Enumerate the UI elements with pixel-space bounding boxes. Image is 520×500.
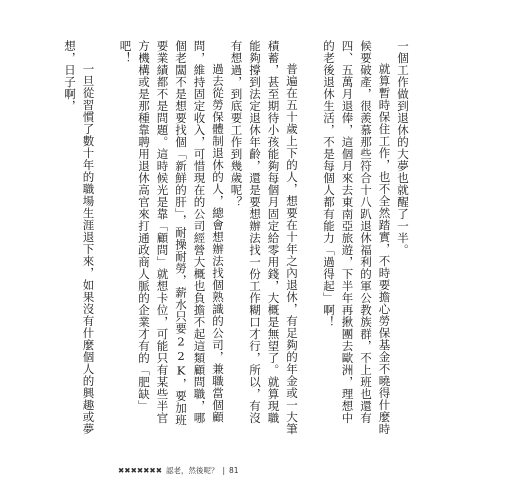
paragraph-gap (98, 40, 117, 435)
footer-separator: | (222, 466, 226, 475)
paragraph-gap (301, 40, 320, 435)
paragraph: 一個工作做到退休的大夢也就醒了一半。 (396, 40, 410, 256)
paragraph: 普遍在五十歲上下的人，想要在十年之內退休，有足夠的年金或一大筆積蓄，甚至期待小孩能夠每個月固定給零用錢，大概是無望了。就算現職能夠撐到法定退休年齡，還是要想辦法找一份工作糊口才行，所以，有沒有想過，到底要工作到幾歲呢？ (229, 40, 299, 435)
body-text (63, 40, 412, 435)
decorative-marks: ✖✖✖✖✖✖✖ (118, 466, 162, 475)
paragraph: 就算暫時保住工作，也不全然踏實，不時要擔心勞保基金不曉得什麼時候要破產，很羨慕那些符合十八趴退休福利的軍公教族群，不上班也還有四、五萬月退俸，這個月來去東南亞旅遊，下半年再揪團去歐洲，理想中的老後退休生活，不是每個人都有能力「過得起」啊！ (322, 40, 392, 435)
paragraph: 一旦從習慣了數十年的職場生涯退下來，如果沒有什麼個人的興趣或夢想，日子啊， (63, 40, 96, 435)
chapter-title: 認老，然後呢？ (166, 466, 219, 475)
page-number: 81 (229, 466, 239, 475)
page-footer (118, 465, 239, 476)
paragraph: 過去從勞保體制退休的人，總會想辦法找個熟識的公司，兼職當個顧問，維持固定收入，可惜現在的公司經營大概也負擔不起這類顧問職，哪個老闆不是想要找個「新鮮的肝」，耐操耐勞，薪水只要22K，要加班要業績都不是問題。這時候光是靠「顧問」就想卡位，可能只有某些半官方機構或是那種靠聘用退休高官來打通政商人脈的企業才有的「肥缺」吧！ (118, 40, 225, 426)
